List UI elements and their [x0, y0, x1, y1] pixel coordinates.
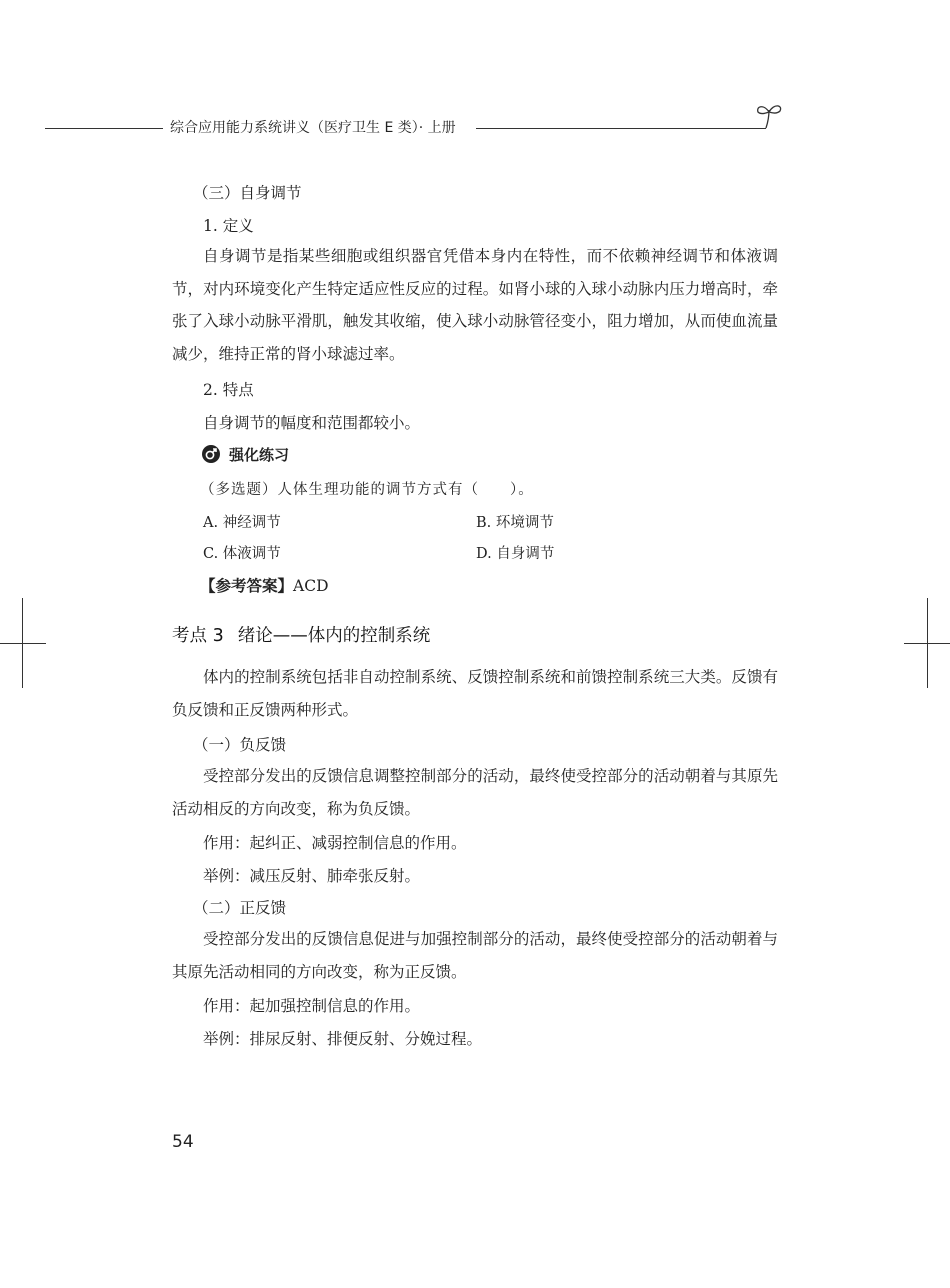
positive-feedback-heading: （二）正反馈 — [193, 899, 287, 917]
header-rule-left — [45, 128, 163, 129]
positive-feedback-role: 作用：起加强控制信息的作用。 — [203, 997, 421, 1015]
answer-value: ACD — [293, 577, 329, 595]
running-header-title: 综合应用能力系统讲义（医疗卫生 E 类）· 上册 — [170, 120, 456, 136]
negative-feedback-example: 举例：减压反射、肺牵张反射。 — [203, 867, 421, 885]
practice-question: （多选题）人体生理功能的调节方式有（ ）。 — [200, 482, 534, 498]
heading-text: 绪论——体内的控制系统 — [237, 626, 431, 646]
answer-line — [200, 574, 329, 596]
option-b: B. 环境调节 — [476, 515, 554, 531]
option-d: D. 自身调节 — [476, 546, 555, 562]
crop-mark-right-horizontal — [904, 643, 950, 644]
practice-title: 强化练习 — [229, 446, 290, 464]
header-rule-right — [476, 128, 766, 129]
feature-text: 自身调节的幅度和范围都较小。 — [203, 414, 421, 432]
definition-label: 1. 定义 — [203, 217, 254, 235]
option-c: C. 体液调节 — [203, 546, 281, 562]
feature-label: 2. 特点 — [203, 381, 254, 399]
positive-feedback-example: 举例：排尿反射、排便反射、分娩过程。 — [203, 1030, 483, 1048]
control-intro-paragraph: 体内的控制系统包括非自动控制系统、反馈控制系统和前馈控制系统三大类。反馈有负反馈和正反馈两种形式。 — [172, 668, 778, 719]
answer-label: 【参考答案】 — [200, 577, 294, 595]
option-a: A. 神经调节 — [203, 515, 281, 531]
sprout-icon — [752, 100, 786, 132]
heading-number: 考点 3 — [172, 626, 224, 646]
negative-feedback-paragraph: 受控部分发出的反馈信息调整控制部分的活动，最终使受控部分的活动朝着与其原先活动相反的方向改变，称为负反馈。 — [172, 767, 778, 818]
negative-feedback-heading: （一）负反馈 — [193, 736, 287, 754]
practice-icon — [202, 445, 220, 463]
section-heading-self-regulation: （三）自身调节 — [193, 184, 302, 202]
negative-feedback-role: 作用：起纠正、减弱控制信息的作用。 — [203, 834, 467, 852]
section-heading-control-system — [172, 622, 430, 647]
crop-mark-left-horizontal — [0, 643, 46, 644]
definition-paragraph: 自身调节是指某些细胞或组织器官凭借本身内在特性，而不依赖神经调节和体液调节，对内环境变化产生特定适应性反应的过程。如肾小球的入球小动脉内压力增高时，牵张了入球小动脉平滑肌，触发其收缩，使入球小动脉管径变小，阻力增加，从而使血流量减少，维持正常的肾小球滤过率。 — [172, 247, 778, 363]
positive-feedback-paragraph: 受控部分发出的反馈信息促进与加强控制部分的活动，最终使受控部分的活动朝着与其原先活动相同的方向改变，称为正反馈。 — [172, 930, 778, 981]
page-number: 54 — [172, 1132, 194, 1152]
